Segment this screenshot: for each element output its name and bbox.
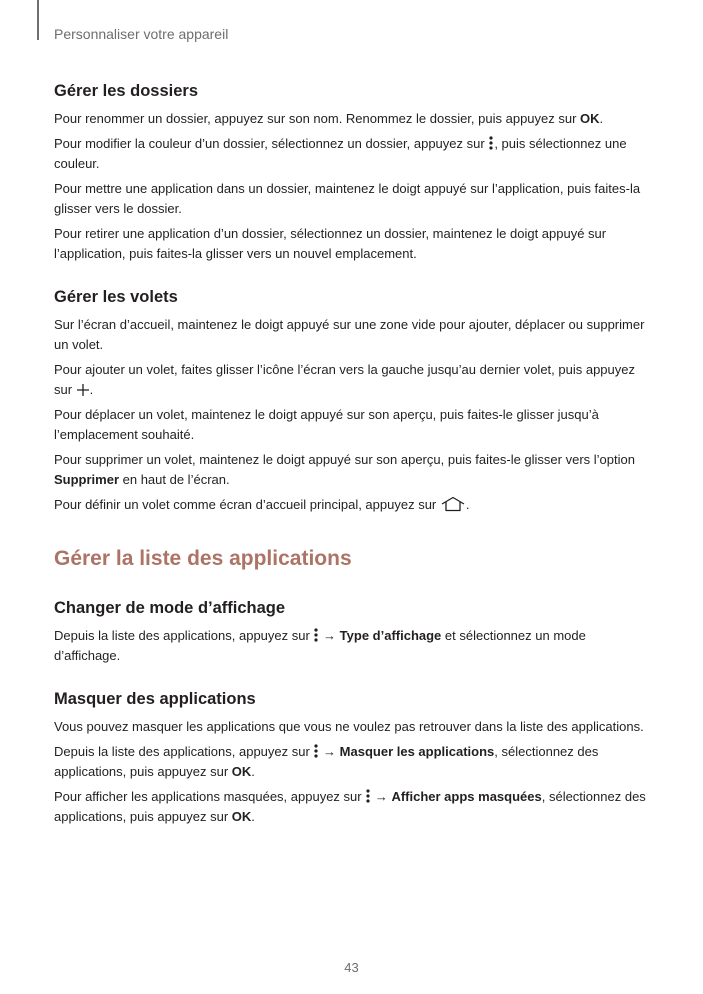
paragraph: Pour afficher les applications masquées, appuyez sur → Afficher apps masquées, sélectionnez des applications, puis appuyez sur OK. [54,789,646,824]
home-icon [440,496,466,512]
page-content [54,82,654,832]
plus-icon [76,383,90,397]
paragraph: Pour déplacer un volet, maintenez le doigt appuyé sur son aperçu, puis faites-le glisser jusqu’à l’emplacement souhaité. [54,407,599,442]
heading-changer-mode-affichage: Changer de mode d’affichage [54,599,286,617]
heading-gerer-dossiers: Gérer les dossiers [54,82,199,100]
heading-gerer-volets: Gérer les volets [54,288,178,306]
heading-gerer-liste-applications: Gérer la liste des applications [54,547,352,570]
paragraph: Sur l’écran d’accueil, maintenez le doigt appuyé sur une zone vide pour ajouter, déplacer ou supprimer un volet. [54,317,645,352]
running-header: Personnaliser votre appareil [54,26,229,42]
paragraph: Pour ajouter un volet, faites glisser l’icône l’écran vers la gauche jusqu’au dernier volet, puis appuyez sur . [54,362,635,397]
paragraph: Pour modifier la couleur d’un dossier, sélectionnez un dossier, appuyez sur , puis sélectionnez une couleur. [54,136,627,171]
margin-rule [37,0,39,40]
paragraph: Pour renommer un dossier, appuyez sur son nom. Renommez le dossier, puis appuyez sur OK. [54,111,604,126]
paragraph: Depuis la liste des applications, appuyez sur → Masquer les applications, sélectionnez des applications, puis appuyez sur OK. [54,744,599,779]
paragraph: Vous pouvez masquer les applications que vous ne voulez pas retrouver dans la liste des applications. [54,719,644,734]
page-number: 43 [344,960,359,975]
paragraph: Pour retirer une application d’un dossier, sélectionnez un dossier, maintenez le doigt appuyé sur l’application, puis faites-la glisser vers un nouvel emplacement. [54,226,607,261]
paragraph: Pour supprimer un volet, maintenez le doigt appuyé sur son aperçu, puis faites-le glisser vers l’option Supprimer en haut de l’écran. [54,452,635,487]
paragraph: Pour définir un volet comme écran d’accueil principal, appuyez sur . [54,497,470,512]
paragraph: Pour mettre une application dans un dossier, maintenez le doigt appuyé sur l’application, puis faites-la glisser vers le dossier. [54,181,641,216]
heading-masquer-applications: Masquer des applications [54,690,256,708]
paragraph: Depuis la liste des applications, appuyez sur → Type d’affichage et sélectionnez un mode d’affichage. [54,628,586,663]
